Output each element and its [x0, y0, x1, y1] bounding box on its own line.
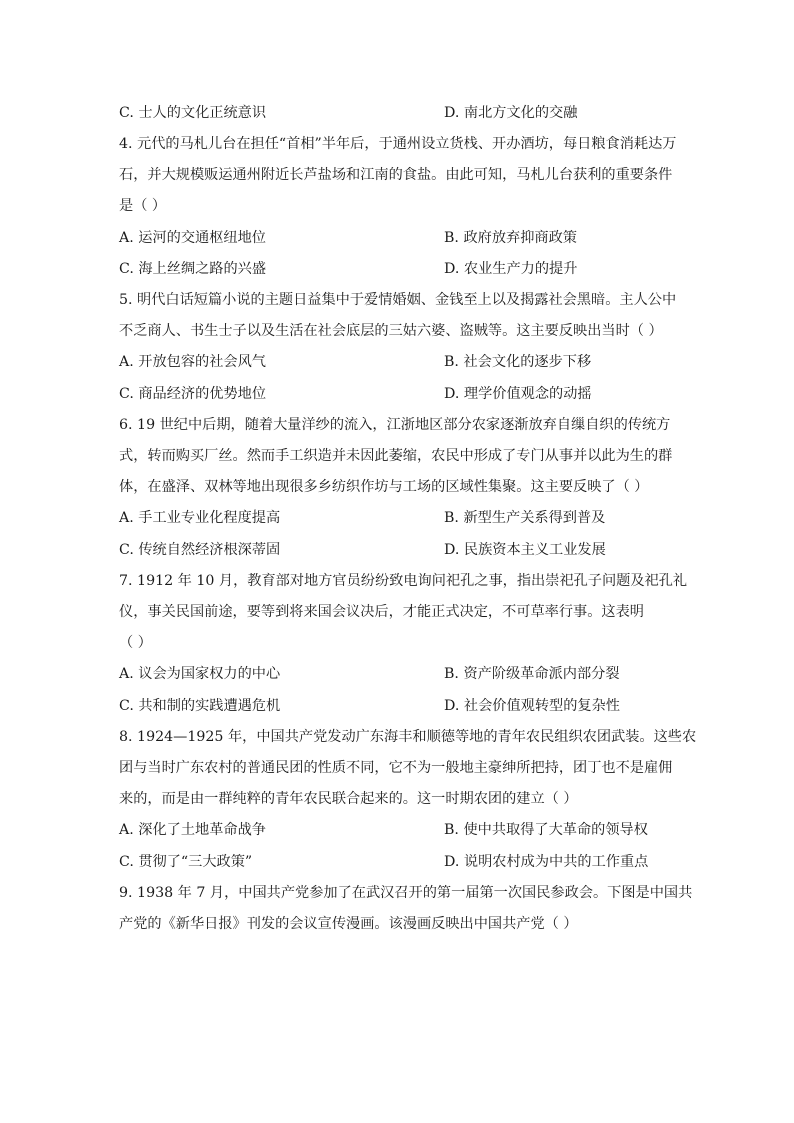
q3-option-d: D. 南北方文化的交融	[444, 105, 578, 121]
q6-option-c: C. 传统自然经济根深蒂固	[119, 542, 281, 558]
q5-stem-line-1: 5. 明代白话短篇小说的主题日益集中于爱情婚姻、金钱至上以及揭露社会黑暗。主人公中	[119, 292, 677, 308]
q7-stem-line-1: 7. 1912 年 10 月，教育部对地方官员纷纷致电询问祀孔之事，指出崇祀孔子问题及祀孔礼	[119, 573, 688, 589]
q9-stem-line-2: 产党的《新华日报》刊发的会议宣传漫画。该漫画反映出中国共产党（ ）	[119, 916, 578, 932]
q7-option-b: B. 资产阶级革命派内部分裂	[444, 666, 620, 682]
q5-option-b: B. 社会文化的逐步下移	[444, 354, 592, 370]
q7-option-a: A. 议会为国家权力的中心	[119, 666, 281, 682]
q9-stem-line-1: 9. 1938 年 7 月，中国共产党参加了在武汉召开的第一届第一次国民参政会。下图是中国共	[119, 885, 693, 901]
q8-option-c: C. 贯彻了“三大政策”	[119, 854, 253, 870]
q3-option-c: C. 士人的文化正统意识	[119, 105, 267, 121]
q8-option-b: B. 使中共取得了大革命的领导权	[444, 822, 648, 838]
q7-stem-line-3: （ ）	[119, 635, 152, 651]
q6-option-a: A. 手工业专业化程度提高	[119, 510, 281, 526]
q7-stem-line-2: 仪，事关民国前途，要等到将来国会议决后，才能正式决定，不可草率行事。这表明	[119, 604, 644, 620]
q4-stem-line-3: 是（ ）	[119, 198, 167, 214]
q8-stem-line-3: 来的，而是由一群纯粹的青年农民联合起来的。这一时期农团的建立（ ）	[119, 791, 578, 807]
q6-option-d: D. 民族资本主义工业发展	[444, 542, 606, 558]
q5-option-d: D. 理学价值观念的动摇	[444, 386, 592, 402]
q5-option-a: A. 开放包容的社会风气	[119, 354, 266, 370]
q6-stem-line-3: 体，在盛泽、双林等地出现很多乡纺织作坊与工场的区域性集聚。这主要反映了（ ）	[119, 479, 649, 495]
q6-stem-line-2: 式，转而购买厂丝。然而手工织造并未因此萎缩，农民中形成了专门从事并以此为生的群	[119, 448, 673, 464]
q6-stem-line-1: 6. 19 世纪中后期，随着大量洋纱的流入，江浙地区部分农家逐渐放弃自缫自织的传统方	[119, 417, 671, 433]
q8-stem-line-2: 团与当时广东农村的普通民团的性质不同，它不为一般地主豪绅所把持，团丁也不是雇佣	[119, 760, 673, 776]
q4-stem-line-2: 石，并大规模贩运通州附近长芦盐场和江南的食盐。由此可知，马札儿台获利的重要条件	[119, 167, 673, 183]
q4-option-a: A. 运河的交通枢纽地位	[119, 230, 266, 246]
q7-option-c: C. 共和制的实践遭遇危机	[119, 698, 281, 714]
q6-option-b: B. 新型生产关系得到普及	[444, 510, 606, 526]
q5-option-c: C. 商品经济的优势地位	[119, 386, 267, 402]
q8-option-a: A. 深化了土地革命战争	[119, 822, 266, 838]
q4-option-c: C. 海上丝绸之路的兴盛	[119, 261, 267, 277]
q4-stem-line-1: 4. 元代的马札儿台在担任“首相”半年后，于通州设立货栈、开办酒坊，每日粮食消耗达万	[119, 136, 677, 152]
q5-stem-line-2: 不乏商人、书生士子以及生活在社会底层的三姑六婆、盗贼等。这主要反映出当时（ ）	[119, 323, 663, 339]
q4-option-b: B. 政府放弃抑商政策	[444, 230, 577, 246]
q4-option-d: D. 农业生产力的提升	[444, 261, 578, 277]
q8-stem-line-1: 8. 1924—1925 年，中国共产党发动广东海丰和顺德等地的青年农民组织农团武装。这些农	[119, 729, 697, 745]
q8-option-d: D. 说明农村成为中共的工作重点	[444, 854, 649, 870]
q7-option-d: D. 社会价值观转型的复杂性	[444, 698, 620, 714]
